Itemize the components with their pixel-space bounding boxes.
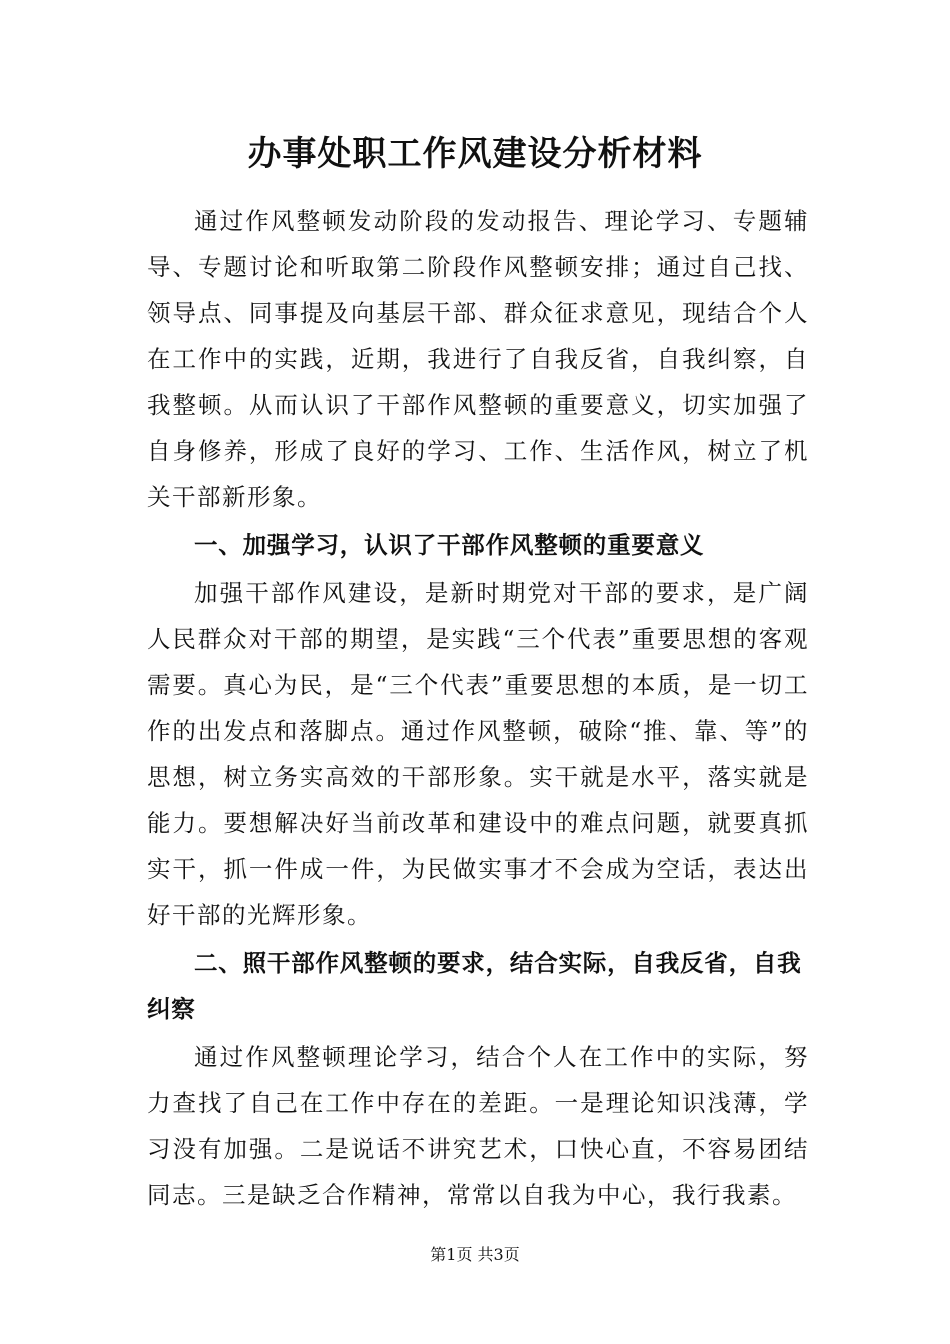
paragraph-section-1: 加强干部作风建设，是新时期党对干部的要求，是广阔人民群众对干部的期望，是实践“三个代表”重要思想的客观需要。真心为民，是“三个代表”重要思想的本质，是一切工作的出发点和落脚点。通过作风整顿，破除“推、靠、等”的思想，树立务实高效的干部形象。实干就是水平，落实就是能力。要想解决好当前改革和建设中的难点问题，就要真抓实干，抓一件成一件，为民做实事才不会成为空话，表达出好干部的光辉形象。 — [147, 579, 809, 929]
paragraph-section-2: 通过作风整顿理论学习，结合个人在工作中的实际，努力查找了自己在工作中存在的差距。一是理论知识浅薄，学习没有加强。二是说话不讲究艺术，口快心直，不容易团结同志。三是缺乏合作精神，常常以自我为中心，我行我素。 — [147, 1043, 809, 1209]
paragraph-intro: 通过作风整顿发动阶段的发动报告、理论学习、专题辅导、专题讨论和听取第二阶段作风整顿安排；通过自己找、领导点、同事提及向基层干部、群众征求意见，现结合个人在工作中的实践，近期，我进行了自我反省，自我纠察，自我整顿。从而认识了干部作风整顿的重要意义，切实加强了自身修养，形成了良好的学习、工作、生活作风，树立了机关干部新形象。 — [147, 207, 809, 511]
document-body — [147, 198, 809, 1218]
section-heading-1: 一、加强学习，认识了干部作风整顿的重要意义 — [194, 531, 705, 559]
page-number-footer: 第1页 共3页 — [430, 1245, 520, 1264]
section-heading-2: 二、照干部作风整顿的要求，结合实际，自我反省，自我纠察 — [147, 949, 802, 1023]
document-title: 办事处职工作风建设分析材料 — [247, 134, 703, 174]
